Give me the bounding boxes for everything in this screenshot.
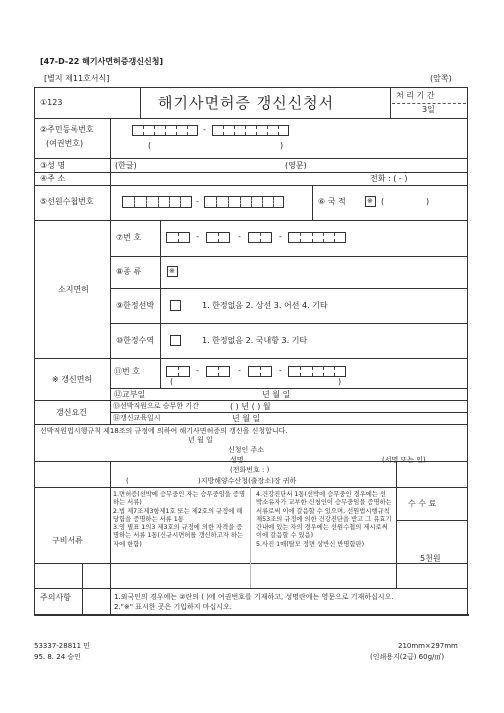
- seafarer-book-label: ⑤선원수첩번호: [40, 197, 94, 206]
- nationality-paren-open: (: [381, 197, 385, 206]
- renewed-number-dash-1: -: [196, 366, 199, 375]
- note-item: 1.외국인의 경우에는 ②란의 ( )에 여권번호를 기재하고, 성명란에는 영문으로 기재하십시오.: [114, 593, 394, 601]
- vessel-restriction-label: ⑨한정선박: [116, 301, 155, 310]
- form-frame: [34, 87, 468, 638]
- form-title: 해기사면허증 갱신신청서: [158, 94, 335, 112]
- license-type-box[interactable]: [167, 266, 178, 277]
- required-docs-right: [256, 491, 392, 549]
- seafarer-book-back-field[interactable]: [204, 196, 284, 208]
- passport-number-label: (여권번호): [46, 139, 84, 148]
- name-label: ③성 명: [40, 161, 66, 170]
- license-number-field-3[interactable]: [248, 232, 272, 243]
- education-date-label: ⑭갱신교육일시: [113, 414, 161, 422]
- passport-paren-open: (: [148, 141, 152, 150]
- service-period-field[interactable]: ( ) 년 ( ) 월: [230, 402, 271, 411]
- frame-bottom: [34, 614, 469, 616]
- mask-a: [35, 462, 109, 486]
- renewed-number-field-1[interactable]: [166, 366, 190, 377]
- doc-item: 4.건강진단서 1통(선박에 승무중인 경우에는 선박소유자가 교부한 신청인이 승무중임을 증명하는 서류로써 이에 갈음할 수 있으며, 선원법시행규칙 제53조의 규정에 의한 건강진단을 받고 그 유효기간내에 있는 자의 경우에는 선원수첩의 제시로써 이에 갈음할 수 있음): [256, 491, 392, 540]
- nationality-paren-close: ): [426, 197, 430, 206]
- renewed-license-label: ※ 갱신면허: [52, 375, 93, 384]
- license-number-field-2[interactable]: [206, 232, 230, 243]
- nationality-label: ⑥ 국 적: [318, 197, 346, 206]
- license-number-dash-2: -: [238, 232, 241, 241]
- applicant-name-label: 성명: [230, 456, 244, 464]
- area-restriction-box[interactable]: [170, 335, 181, 346]
- renewed-number-field-3[interactable]: [248, 366, 272, 377]
- fee-label: 수 수 료: [408, 499, 437, 508]
- issue-date-label: ⑫교부일: [114, 390, 146, 399]
- license-number-field-1[interactable]: [166, 232, 190, 243]
- fee-mid-rule: [396, 520, 468, 521]
- seafarer-book-dash: -: [196, 197, 199, 206]
- license-type-label: ⑧종 류: [116, 267, 142, 276]
- nationality-code-box[interactable]: [365, 196, 376, 207]
- docs-column-divider: [250, 487, 251, 588]
- docs-top-rule: [34, 487, 468, 488]
- fee-value: 5천원: [420, 554, 441, 563]
- address-phone-field[interactable]: 전화 : ( - ): [370, 174, 408, 183]
- renewed-paren-open: (: [170, 377, 174, 386]
- notes-label: 주의사항: [40, 593, 71, 602]
- vessel-restriction-options: 1. 한정없음 2. 상선 3. 어선 4. 기타: [202, 301, 328, 310]
- footer-approval-date: 95. 8. 24 승인: [34, 653, 81, 661]
- form-id-number: ①123: [40, 98, 63, 107]
- page-side: (앞쪽): [430, 74, 452, 83]
- renewed-number-label: ⑪번 호: [114, 367, 140, 376]
- doc-item: 5.사진 1매(탈모 정면 상반신 반명함판): [256, 540, 365, 548]
- requirements-label: 갱신요건: [56, 408, 87, 417]
- paper-spec: (인쇄용지(2급) 60g/㎡): [370, 653, 445, 661]
- renewed-number-field-4[interactable]: [288, 366, 346, 377]
- docs-label-rule: [110, 487, 111, 588]
- renewed-number-dash-2: -: [238, 366, 241, 375]
- license-number-field-4[interactable]: [288, 232, 346, 243]
- processing-period-label: 처 리 기 간: [396, 91, 435, 100]
- application-date: 년 월 일: [188, 436, 213, 444]
- name-english-field[interactable]: (영문): [285, 161, 307, 170]
- paper-size: 210mm×297mm: [398, 642, 458, 650]
- resident-number-back-field[interactable]: [212, 125, 289, 136]
- license-number-dash-1: -: [196, 232, 199, 241]
- doc-item: 1.면허증(선박에 승무중인 자는 승무중임을 증명하는 서류): [113, 491, 246, 507]
- address-label: ④주 소: [40, 174, 66, 183]
- footer-code: 53337-28811 민: [34, 642, 91, 650]
- education-date-field[interactable]: 년 월 일: [232, 414, 261, 423]
- note-item: 2."※" 표시한 곳은 기입하지 마십시오.: [114, 603, 233, 611]
- notes-top-rule: [34, 588, 468, 589]
- name-korean-field[interactable]: (한글): [115, 161, 137, 170]
- office-use-mark-icon: ※: [169, 267, 175, 275]
- applicant-address-label: 신청인 주소: [228, 446, 265, 454]
- processing-period-value: 3일: [422, 105, 435, 114]
- passport-paren-close: ): [280, 141, 284, 150]
- license-number-label: ⑦번 호: [116, 233, 142, 242]
- doc-item: 3.영 별표 1의3 제3호의 규정에 의한 자격을 증명하는 서류 1통(신규시면허를 갱신하고자 하는 자에 한함): [113, 524, 244, 548]
- form-code: [47-D-22 해기사면허증갱신신청]: [40, 57, 164, 66]
- service-period-label: ⑬선박직원으로 승무한 기간: [113, 402, 199, 410]
- fee-left-rule: [396, 487, 397, 588]
- applicant-phone-label: (전화번호 : ): [230, 466, 270, 474]
- renewed-number-dash-3: -: [279, 366, 282, 375]
- mask-b: [111, 462, 395, 486]
- frame-mask: [34, 615, 469, 640]
- vessel-restriction-box[interactable]: [170, 300, 181, 311]
- seafarer-book-front-field[interactable]: [122, 196, 192, 208]
- issue-date-field[interactable]: 년 월 일: [262, 390, 291, 399]
- area-restriction-label: ⑩한정수역: [116, 336, 155, 345]
- held-license-label: 소지면허: [58, 285, 89, 294]
- office-use-mark-icon: ※: [367, 197, 373, 205]
- resident-number-label: ②주민등록번호: [40, 125, 94, 134]
- notes-label-rule: [110, 588, 111, 614]
- form-number: [별지 제11호서식]: [44, 74, 110, 83]
- required-docs-left: [113, 491, 248, 549]
- office-paren-open: (: [126, 477, 129, 485]
- doc-item: 2.법 제7조제3항제1호 또는 제2호의 규정에 해당함을 증명하는 서류 1통: [113, 507, 243, 523]
- license-number-dash-3: -: [279, 232, 282, 241]
- resident-number-dash: -: [203, 125, 206, 134]
- renewed-paren-close: ): [338, 377, 342, 386]
- recipient-office: )지방해양수산청(출장소)장 귀하: [198, 477, 297, 485]
- application-statement: 선박직원법시행규칙 제18조의 규정에 의하여 해기사면허증의 갱신을 신청합니다.: [40, 427, 288, 435]
- renewed-number-field-2[interactable]: [206, 366, 230, 377]
- signature-label: (서명 또는 인): [382, 456, 426, 464]
- required-docs-label: 구비서류: [52, 536, 83, 545]
- area-restriction-options: 1. 한정없음 2. 국내항 3. 기타: [202, 336, 308, 345]
- resident-number-front-field[interactable]: [132, 125, 198, 136]
